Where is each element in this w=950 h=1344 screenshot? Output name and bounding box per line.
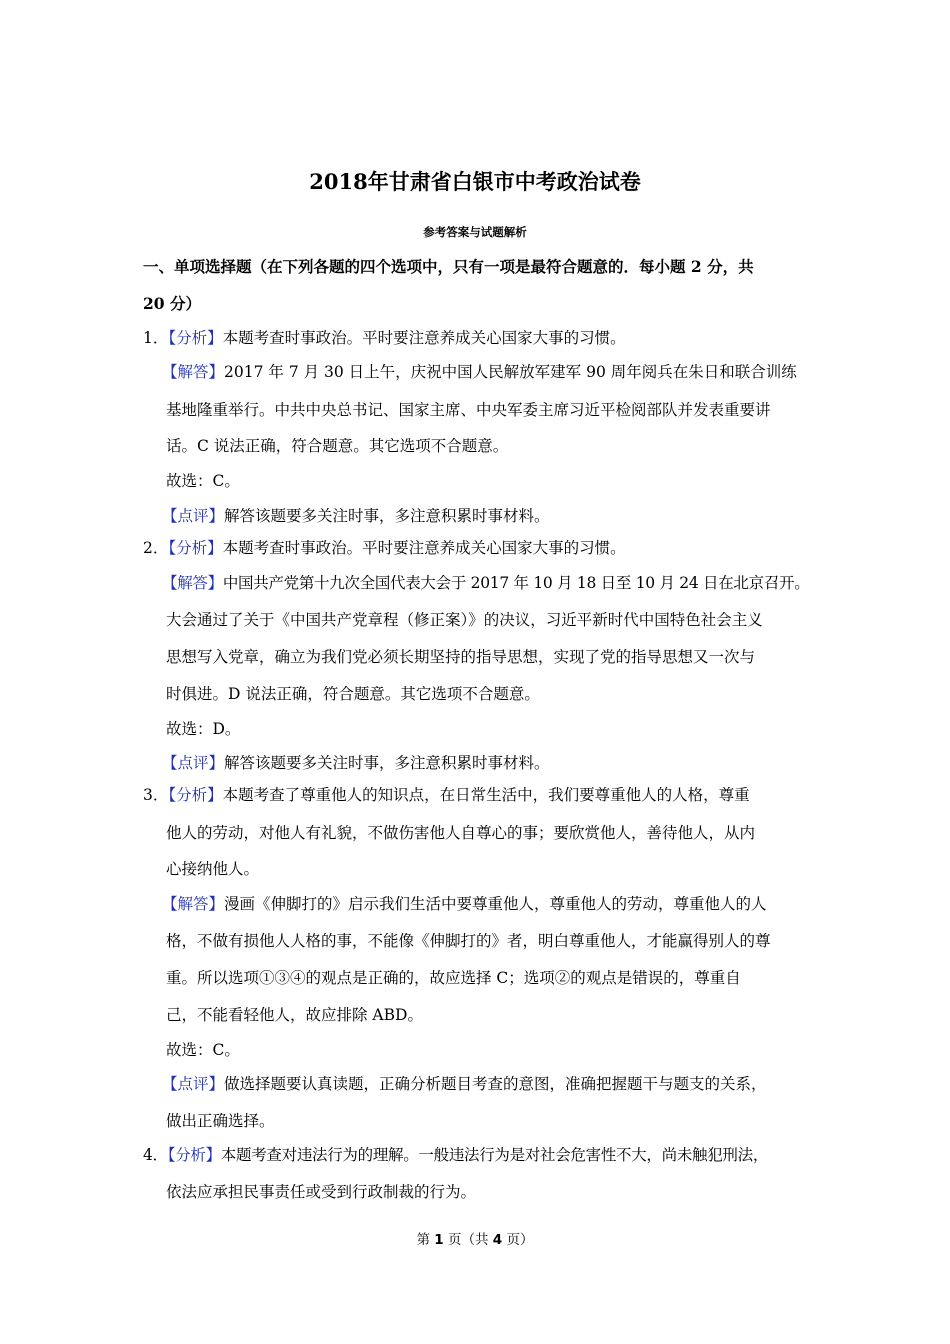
- question-3-analysis-line3: 心接纳他人。: [166, 860, 260, 878]
- question-2-choice: 故选：D。: [166, 720, 241, 738]
- question-2-analysis: [143, 536, 626, 558]
- question-number: 4．: [143, 1146, 168, 1164]
- question-2-answer-line1: [162, 571, 809, 593]
- question-2-comment: [162, 751, 550, 773]
- analysis-tag: 【分析】: [167, 1146, 221, 1164]
- page-subtitle: 参考答案与试题解析: [423, 225, 527, 239]
- footer-text: 页）: [502, 1232, 534, 1248]
- question-3-comment-line1: [162, 1072, 767, 1094]
- total-pages: 4: [492, 1232, 503, 1248]
- question-1-answer-line3: 话。C 说法正确，符合题意。其它选项不合题意。: [166, 437, 509, 455]
- question-4-analysis-line1: [143, 1143, 768, 1165]
- comment-tag: 【点评】: [162, 1075, 225, 1093]
- page-title: 2018年甘肃省白银市中考政治试卷: [309, 169, 641, 194]
- answer-text: 漫画《伸脚打的》启示我们生活中要尊重他人，尊重他人的劳动，尊重他人的人: [224, 895, 767, 913]
- question-3-answer-line3: 重。所以选项①③④的观点是正确的，故应选择 C；选项②的观点是错误的，尊重自: [166, 969, 741, 987]
- section-heading-line1: 一、单项选择题（在下列各题的四个选项中，只有一项是最符合题意的．每小题 2 分，共: [143, 257, 754, 276]
- page-footer: [0, 1228, 950, 1248]
- comment-text: 做选择题要认真读题，正确分析题目考查的意图，准确把握题干与题支的关系，: [224, 1075, 767, 1093]
- question-3-analysis-line2: 他人的劳动，对他人有礼貌，不做伤害他人自尊心的事；要欣赏他人，善待他人，从内: [166, 824, 756, 842]
- analysis-tag: 【分析】: [168, 786, 223, 804]
- analysis-text: 本题考查时事政治。平时要注意养成关心国家大事的习惯。: [222, 539, 626, 557]
- question-1-comment: [162, 504, 550, 526]
- question-1-analysis: [143, 326, 626, 348]
- answer-tag: 【解答】: [162, 363, 225, 381]
- question-2-answer-line4: 时俱进。D 说法正确，符合题意。其它选项不合题意。: [166, 685, 540, 703]
- question-number: 3．: [143, 786, 169, 804]
- question-3-choice: 故选：C。: [166, 1041, 240, 1059]
- comment-text: 解答该题要多关注时事，多注意积累时事材料。: [224, 754, 550, 772]
- question-3-comment-line2: 做出正确选择。: [166, 1112, 275, 1130]
- comment-text: 解答该题要多关注时事，多注意积累时事材料。: [224, 507, 550, 525]
- question-3-answer-line2: 格，不做有损他人人格的事，不能像《伸脚打的》者，明白尊重他人，才能赢得别人的尊: [166, 932, 771, 950]
- comment-tag: 【点评】: [162, 507, 225, 525]
- analysis-tag: 【分析】: [168, 329, 223, 347]
- page-number: 1: [434, 1232, 444, 1248]
- footer-text: 第: [416, 1232, 435, 1248]
- question-number: 1．: [143, 329, 169, 347]
- analysis-text: 本题考查时事政治。平时要注意养成关心国家大事的习惯。: [222, 329, 626, 347]
- question-2-answer-line3: 思想写入党章，确立为我们党必须长期坚持的指导思想，实现了党的指导思想又一次与: [166, 648, 756, 666]
- comment-tag: 【点评】: [162, 754, 225, 772]
- analysis-text: 本题考查对违法行为的理解。一般违法行为是对社会危害性不大，尚未触犯刑法，: [220, 1146, 769, 1164]
- question-1-answer-line1: [162, 360, 797, 382]
- question-3-answer-line4: 己，不能看轻他人，故应排除 ABD。: [166, 1006, 423, 1024]
- question-number: 2．: [143, 539, 169, 557]
- question-1-answer-line2: 基地隆重举行。中共中央总书记、国家主席、中央军委主席习近平检阅部队并发表重要讲: [166, 401, 771, 419]
- question-3-answer-line1: [162, 892, 767, 914]
- question-4-analysis-line2: 依法应承担民事责任或受到行政制裁的行为。: [166, 1183, 477, 1201]
- answer-text: 2017 年 7 月 30 日上午，庆祝中国人民解放军建军 90 周年阅兵在朱日和联合训练: [224, 363, 797, 381]
- question-1-choice: 故选：C。: [166, 472, 240, 490]
- footer-text: 页（共: [443, 1232, 493, 1248]
- question-3-analysis-line1: [143, 783, 750, 805]
- question-2-answer-line2: 大会通过了关于《中国共产党章程（修正案）》的决议，习近平新时代中国特色社会主义: [166, 611, 763, 629]
- section-heading-line2: 20 分）: [143, 294, 201, 313]
- analysis-text: 本题考查了尊重他人的知识点，在日常生活中，我们要尊重他人的人格，尊重: [222, 786, 750, 804]
- answer-tag: 【解答】: [162, 574, 223, 592]
- answer-text: 中国共产党第十九次全国代表大会于 2017 年 10 月 18 日至 10 月 24 日在北京召开。: [222, 574, 810, 592]
- answer-tag: 【解答】: [162, 895, 225, 913]
- analysis-tag: 【分析】: [168, 539, 223, 557]
